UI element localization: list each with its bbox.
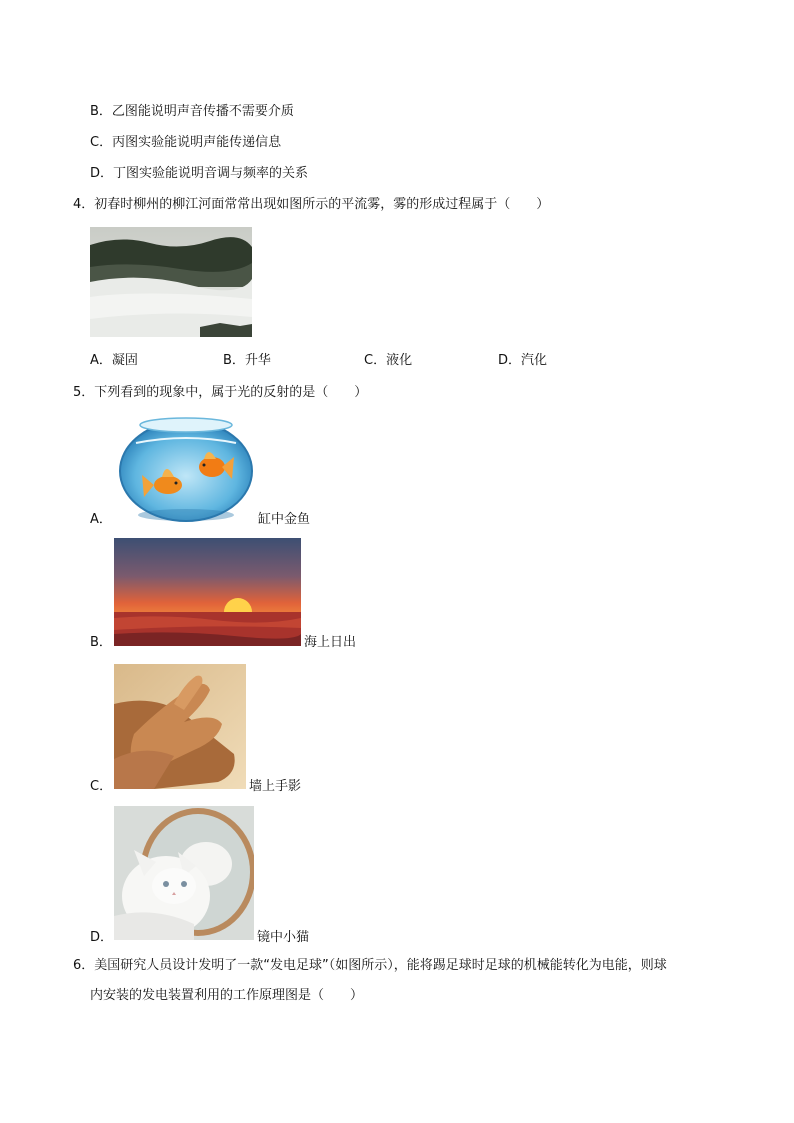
goldfish-bowl-image — [116, 413, 256, 525]
q5-option-b-text: 海上日出 — [304, 635, 357, 650]
q6-stem-line2: 内安装的发电装置利用的工作原理图是（ ） — [90, 988, 364, 1003]
q3-option-c: C．丙图实验能说明声能传递信息 — [90, 135, 282, 150]
hand-shadow-image — [114, 664, 246, 789]
q5-option-c-letter: C． — [90, 779, 113, 794]
q6-stem-line1: 6．美国研究人员设计发明了一款“发电足球”（如图所示），能将踢足球时足球的机械能转化为电能，则球 — [73, 958, 667, 973]
q4-option-a: A．凝固 — [90, 353, 138, 368]
q4-stem: 4．初春时柳州的柳江河面常常出现如图所示的平流雾，雾的形成过程属于（ ） — [73, 197, 550, 212]
q5-option-d-text: 镜中小猫 — [257, 930, 310, 945]
q5-option-d-letter: D． — [90, 930, 114, 945]
q4-option-d: D．汽化 — [498, 353, 548, 368]
q3-option-b: B．乙图能说明声音传播不需要介质 — [90, 104, 294, 119]
cat-mirror-image — [114, 806, 254, 940]
q4-option-b: B．升华 — [223, 353, 271, 368]
q5-option-a-letter: A． — [90, 512, 112, 527]
q5-stem: 5．下列看到的现象中，属于光的反射的是（ ） — [73, 385, 368, 400]
q5-option-a-text: 缸中金鱼 — [258, 512, 311, 527]
q5-option-c-text: 墙上手影 — [249, 779, 302, 794]
sea-sunrise-image — [114, 538, 301, 646]
q5-option-b-letter: B． — [90, 635, 112, 650]
q3-option-d: D．丁图实验能说明音调与频率的关系 — [90, 166, 309, 181]
fog-river-image — [90, 227, 252, 337]
q4-option-c: C．液化 — [364, 353, 413, 368]
